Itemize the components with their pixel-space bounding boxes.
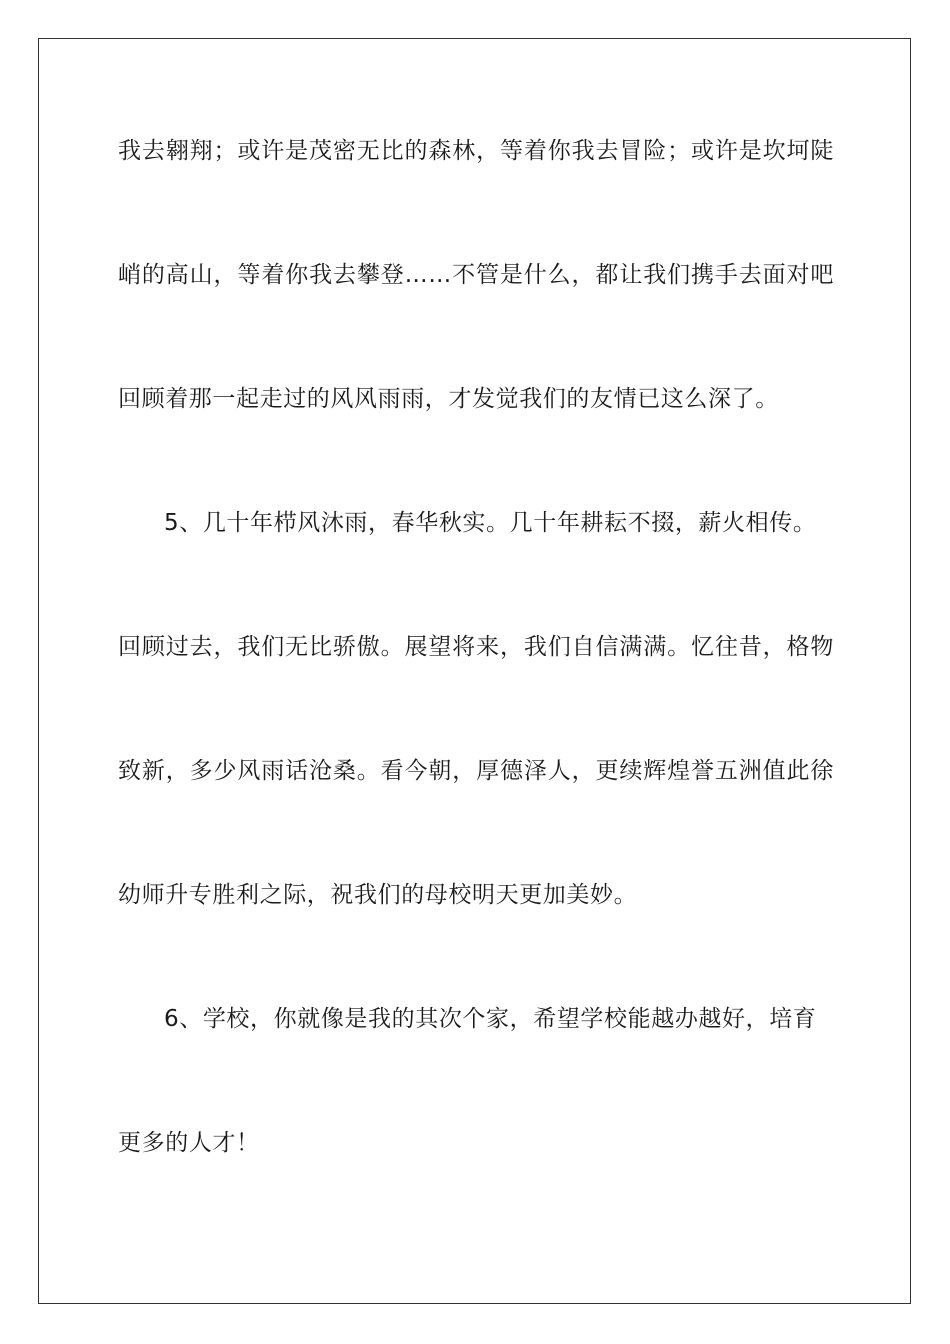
paragraph-6-first-line: 6、学校，你就像是我的其次个家，希望学校能越办越好，培育: [164, 1006, 817, 1032]
text-line: 致新，多少风雨话沧桑。看今朝，厚德泽人，更续辉煌誉五洲值此徐: [118, 758, 834, 784]
page-border: [38, 38, 911, 1304]
text-line: 我去翱翔；或许是茂密无比的森林，等着你我去冒险；或许是坎坷陡: [118, 138, 834, 164]
text-line: 回顾着那一起走过的风风雨雨，才发觉我们的友情已这么深了。: [118, 386, 779, 412]
text-line: 幼师升专胜利之际，祝我们的母校明天更加美妙。: [118, 882, 638, 908]
text-line: 回顾过去，我们无比骄傲。展望将来，我们自信满满。忆往昔，格物: [118, 634, 834, 660]
text-line: 更多的人才！: [118, 1130, 260, 1156]
text-line: 峭的高山，等着你我去攀登……不管是什么，都让我们携手去面对吧: [118, 262, 834, 288]
paragraph-5-first-line: 5、几十年栉风沐雨，春华秋实。几十年耕耘不掇，薪火相传。: [164, 510, 817, 536]
